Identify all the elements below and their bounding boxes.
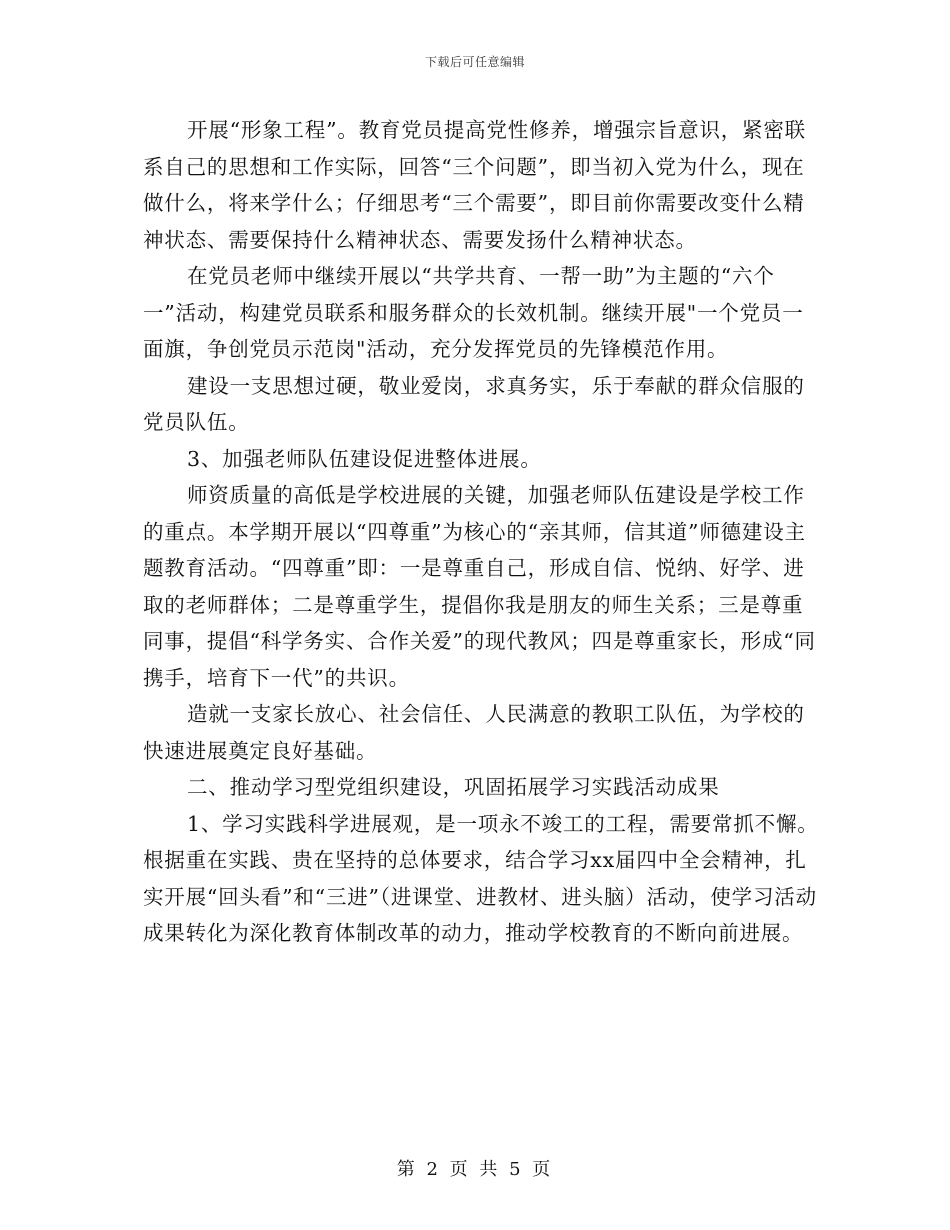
page-number-footer: 第 2 页 共 5 页 <box>396 1159 554 1180</box>
section-heading-teacher-team: 3、加强老师队伍建设促进整体进展。 <box>187 446 542 471</box>
page-header: 下载后可任意编辑 <box>424 55 525 69</box>
section-heading-learning-party: 二、推动学习型党组织建设，巩固拓展学习实践活动成果 <box>187 775 720 799</box>
paragraph-scientific-development: 1、学习实践科学进展观，是一项永不竣工的工程，需要常抓不懈。根据重在实践、贵在坚持的总体要求，结合学习xx届四中全会精神，扎实开展“回头看”和“三进”（进课堂、进教材、进头脑）活动，使学习活动成果转化为深化教育体制改革的动力，推动学校教育的不断向前进展。 <box>143 811 819 945</box>
paragraph-staff-team: 造就一支家长放心、社会信任、人民满意的教职工队伍，为学校的快速进展奠定良好基础。 <box>143 702 805 763</box>
paragraph-four-respects: 师资质量的高低是学校进展的关键，加强老师队伍建设是学校工作的重点。本学期开展以“四尊重”为核心的“亲其师，信其道”师德建设主题教育活动。“四尊重”即：一是尊重自己，形成自信、悦纳、好学、进取的老师群体；二是尊重学生，提倡你我是朋友的师生关系；三是尊重同事，提倡“科学务实、合作关爱”的现代教风；四是尊重家长，形成“同携手，培育下一代”的共识。 <box>143 483 816 690</box>
paragraph-six-ones-activity: 在党员老师中继续开展以“共学共育、一帮一助”为主题的“六个一”活动，构建党员联系和服务群众的长效机制。继续开展"一个党员一面旗，争创党员示范岗"活动，充分发挥党员的先锋模范作用。 <box>143 264 804 361</box>
paragraph-image-project: 开展“形象工程”。教育党员提高党性修养，增强宗旨意识，紧密联系自己的思想和工作实际，回答“三个问题”，即当初入党为什么，现在做什么，将来学什么；仔细思考“三个需要”，即目前你需要改变什么精神状态、需要保持什么精神状态、需要发扬什么精神状态。 <box>143 118 806 252</box>
document-body <box>143 112 823 952</box>
paragraph-party-member-team: 建设一支思想过硬，敬业爱岗，求真务实，乐于奉献的群众信服的党员队伍。 <box>143 373 805 434</box>
